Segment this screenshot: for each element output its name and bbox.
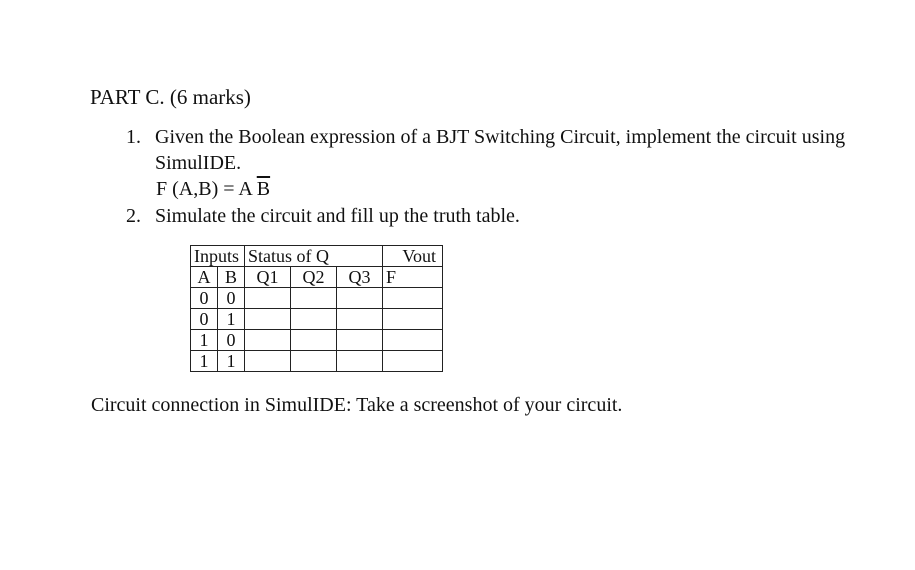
col-header-q3: Q3 (337, 267, 383, 288)
cell-q3 (337, 309, 383, 330)
cell-q1 (245, 309, 291, 330)
question-1-text-line2: SimulIDE. (155, 152, 242, 174)
cell-b: 0 (218, 330, 245, 351)
circuit-connection-instruction: Circuit connection in SimulIDE: Take a screenshot of your circuit. (91, 394, 623, 416)
cell-a: 0 (191, 288, 218, 309)
boolean-expression (156, 178, 270, 201)
cell-q3 (337, 351, 383, 372)
part-heading: PART C. (6 marks) (90, 85, 251, 109)
cell-f (383, 330, 443, 351)
col-header-f: F (383, 267, 443, 288)
table-row (191, 309, 443, 330)
question-2-text: Simulate the circuit and fill up the truth table. (155, 205, 520, 227)
table-row (191, 351, 443, 372)
col-header-q1: Q1 (245, 267, 291, 288)
col-header-q2: Q2 (291, 267, 337, 288)
header-vout: Vout (383, 246, 443, 267)
expression-lhs: F (A,B) = A (156, 178, 257, 200)
expression-complement-b: $\overline{B}$ (256, 178, 271, 200)
cell-a: 0 (191, 309, 218, 330)
col-header-a: A (191, 267, 218, 288)
cell-q2 (291, 351, 337, 372)
cell-q3 (337, 330, 383, 351)
question-1-text-line1: Given the Boolean expression of a BJT Switching Circuit, implement the circuit using (155, 126, 846, 148)
cell-f (383, 351, 443, 372)
cell-q2 (291, 330, 337, 351)
truth-table-group-header-row (191, 246, 443, 267)
header-inputs: Inputs (191, 246, 245, 267)
col-header-b: B (218, 267, 245, 288)
cell-f (383, 309, 443, 330)
table-row (191, 288, 443, 309)
cell-q1 (245, 351, 291, 372)
truth-table-column-header-row (191, 267, 443, 288)
question-1-number: 1. (126, 126, 141, 148)
truth-table (190, 245, 443, 372)
cell-q3 (337, 288, 383, 309)
cell-q2 (291, 288, 337, 309)
cell-q2 (291, 309, 337, 330)
cell-q1 (245, 330, 291, 351)
question-2-number: 2. (126, 205, 141, 227)
cell-q1 (245, 288, 291, 309)
cell-f (383, 288, 443, 309)
cell-a: 1 (191, 351, 218, 372)
cell-a: 1 (191, 330, 218, 351)
header-status-of-q: Status of Q (245, 246, 383, 267)
table-row (191, 330, 443, 351)
cell-b: 1 (218, 351, 245, 372)
cell-b: 0 (218, 288, 245, 309)
cell-b: 1 (218, 309, 245, 330)
